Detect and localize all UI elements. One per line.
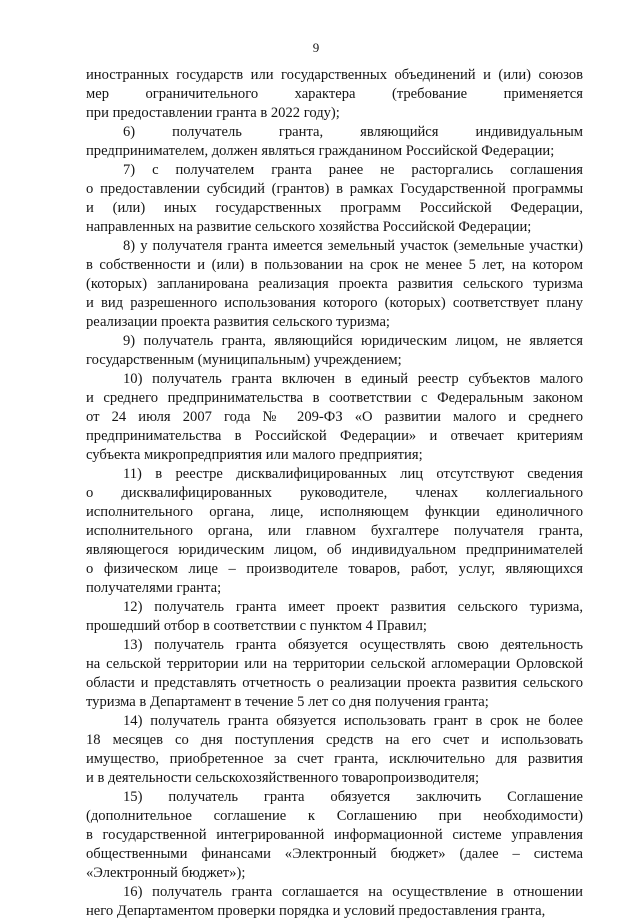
text-line: получателями гранта; [86,580,222,596]
text-line: в государственной интегрированной информационной системе управления [86,827,583,843]
text-line: общественными финансами «Электронный бюджет» (далее – система [86,846,583,862]
text-line: являющегося юридическим лицом, об индивидуальном предпринимателей [86,542,583,558]
page-number: 9 [312,40,320,55]
paragraph [86,636,583,712]
text-line: исполнительного органа, или главном бухгалтере получателя гранта, [86,523,583,539]
paragraph [86,66,583,123]
text-line: от 24 июля 2007 года № 209-ФЗ «О развитии малого и среднего [86,409,583,425]
paragraph [86,161,583,237]
text-line: мер ограничительного характера (требование применяется [86,86,583,102]
text-line: «Электронный бюджет»); [86,865,246,881]
text-line: о физическом лице – производителе товаров, работ, услуг, являющихся [86,561,583,577]
paragraph [86,788,583,883]
document-body [86,66,583,921]
text-line: при предоставлении гранта в 2022 году); [86,105,340,121]
text-line: реализации проекта развития сельского туризма; [86,314,390,330]
text-line: предпринимателем, должен являться гражданином Российской Федерации; [86,143,555,159]
text-line: на сельской территории или на территории сельской агломерации Орловской [86,656,583,672]
text-line: и в деятельности сельскохозяйственного товаропроизводителя; [86,770,480,786]
paragraph [86,465,583,598]
text-line: 7) с получателем гранта ранее не расторгались соглашения [123,162,583,178]
paragraph [86,883,583,921]
text-line: (которых) запланирована реализация проекта развития сельского туризма [86,276,583,292]
text-line: (дополнительное соглашение к Соглашению при необходимости) [86,808,583,824]
text-line: прошедший отбор в соответствии с пунктом 4 Правил; [86,618,427,634]
text-line: о предоставлении субсидий (грантов) в рамках Государственной программы [86,181,583,197]
text-line: 11) в реестре дисквалифицированных лиц отсутствуют сведения [123,466,583,482]
text-line: и среднего предпринимательства в соответствии с Федеральным законом [86,390,583,406]
paragraph [86,370,583,465]
text-line: 13) получатель гранта обязуется осуществлять свою деятельность [123,637,583,653]
text-line: направленных на развитие сельского хозяйства Российской Федерации; [86,219,532,235]
text-line: иностранных государств или государственных объединений и (или) союзов [86,67,583,83]
text-line: исполнительного органа, лице, исполняющем функции единоличного [86,504,583,520]
text-line: в собственности и (или) в пользовании на срок не менее 5 лет, на котором [86,257,583,273]
text-line: 6) получатель гранта, являющийся индивидуальным [123,124,583,140]
text-line: 16) получатель гранта соглашается на осуществление в отношении [123,884,583,900]
text-line: субъекта микропредприятия или малого предприятия; [86,447,423,463]
paragraph [86,598,583,636]
text-line: 8) у получателя гранта имеется земельный участок (земельные участки) [123,238,583,254]
text-line: 14) получатель гранта обязуется использовать грант в срок не более [123,713,583,729]
text-line: 10) получатель гранта включен в единый реестр субъектов малого [123,371,583,387]
paragraph [86,123,583,161]
paragraph [86,332,583,370]
text-line: области и представлять отчетность о реализации проекта развития сельского [86,675,583,691]
text-line: туризма в Департамент в течение 5 лет со дня получения гранта; [86,694,489,710]
text-line: него Департаментом проверки порядка и условий предоставления гранта, [86,903,546,919]
text-line: о дисквалифицированных руководителе, членах коллегиального [86,485,583,501]
text-line: 9) получатель гранта, являющийся юридическим лицом, не является [123,333,583,349]
text-line: имущество, приобретенное за счет гранта, исключительно для развития [86,751,583,767]
paragraph [86,237,583,332]
text-line: 15) получатель гранта обязуется заключить Соглашение [123,789,583,805]
text-line: предпринимательства в Российской Федерации» и отвечает критериям [86,428,583,444]
text-line: 12) получатель гранта имеет проект развития сельского туризма, [123,599,583,615]
text-line: государственным (муниципальным) учреждением; [86,352,402,368]
text-line: 18 месяцев со дня поступления средств на его счет и использовать [86,732,583,748]
text-line: и (или) иных государственных программ Российской Федерации, [86,200,583,216]
paragraph [86,712,583,788]
text-line: и вид разрешенного использования которого (которых) соответствует плану [86,295,583,311]
